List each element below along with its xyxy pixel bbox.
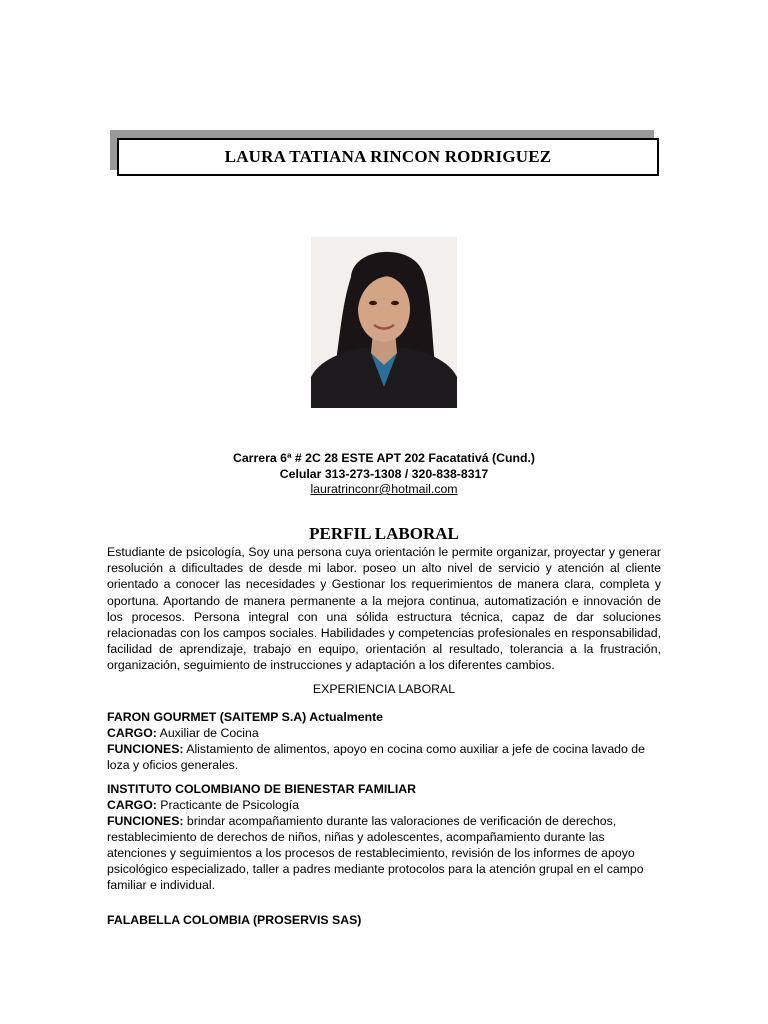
contact-info bbox=[0, 451, 768, 498]
phone: Celular 313-273-1308 / 320-838-8317 bbox=[279, 466, 489, 481]
name-box bbox=[117, 138, 659, 176]
job-cargo bbox=[107, 725, 661, 741]
job-company: INSTITUTO COLOMBIANO DE BIENESTAR FAMILIAR bbox=[107, 782, 417, 796]
job-company: FARON GOURMET (SAITEMP S.A) Actualmente bbox=[107, 710, 384, 724]
job-cargo bbox=[107, 797, 661, 813]
job-entry bbox=[107, 709, 661, 773]
funciones-label: FUNCIONES: bbox=[107, 814, 184, 828]
email-link[interactable]: lauratrinconr@hotmail.com bbox=[310, 482, 458, 496]
job-funciones bbox=[107, 813, 661, 893]
address: Carrera 6ª # 2C 28 ESTE APT 202 Facatativá (Cund.) bbox=[232, 451, 536, 465]
funciones-label: FUNCIONES: bbox=[107, 742, 184, 756]
job-entry bbox=[107, 781, 661, 893]
experience-heading: EXPERIENCIA LABORAL bbox=[312, 682, 456, 696]
cargo-label: CARGO: bbox=[107, 726, 157, 740]
funciones-value: brindar acompañamiento durante las valoraciones de verificación de derechos, restablecimiento de derechos de niños, niñas y adolescentes, acompañamiento durante las atenciones y seguimientos a los procesos de restablecimiento, revisión de los informes de apoyo psicológico especializado, taller a padres mediante protocolos para la atención grupal en el campo familiar e individual. bbox=[107, 814, 644, 892]
profile-photo bbox=[311, 237, 457, 408]
job-funciones bbox=[107, 741, 661, 773]
cargo-label: CARGO: bbox=[107, 798, 157, 812]
profile-text: Estudiante de psicología, Soy una persona cuya orientación le permite organizar, proyectar y generar resolución a dificultades de desde mi labor. poseo un alto nivel de servicio y atención al cliente orientado a conocer las necesidades y Gestionar los requerimientos de manera clara, completa y oportuna. Aportando de manera permanente a la mejora continua, automatización e innovación de los procesos. Persona integral con una sólida estructura técnica, capaz de dar soluciones relacionadas con los campos sociales. Habilidades y competencias profesionales en responsabilidad, facilidad de aprendizaje, trabajo en equipo, orientación al resultado, tolerancia a la frustración, organización, seguimiento de instrucciones y adaptación a los diferentes cambios. bbox=[107, 545, 661, 673]
job-company: FALABELLA COLOMBIA (PROSERVIS SAS) bbox=[107, 913, 362, 927]
profile-heading: PERFIL LABORAL bbox=[309, 524, 459, 543]
funciones-value: Alistamiento de alimentos, apoyo en cocina como auxiliar a jefe de cocina lavado de loza y oficios generales. bbox=[107, 742, 645, 772]
cargo-value: Auxiliar de Cocina bbox=[156, 726, 259, 740]
candidate-name: LAURA TATIANA RINCON RODRIGUEZ bbox=[224, 147, 552, 166]
job-entry bbox=[107, 912, 661, 928]
cargo-value: Practicante de Psicología bbox=[156, 798, 300, 812]
